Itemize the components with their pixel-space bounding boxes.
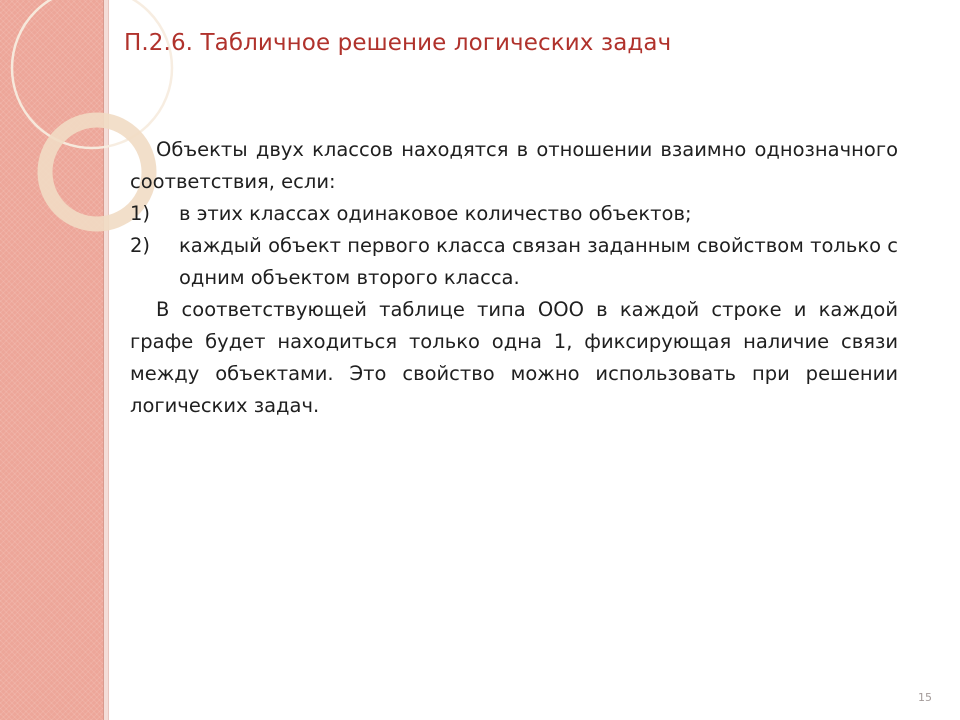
table-property-paragraph: В соответствующей таблице типа ООО в каждой строке и каждой графе будет находиться только одна 1, фиксирующая наличие связи между объектами. Это свойство можно использовать при решении логических задач. — [130, 298, 898, 417]
list-item-number: 1) — [130, 202, 151, 225]
list-item — [130, 230, 898, 294]
list-item-text: в этих классах одинаковое количество объектов; — [179, 202, 692, 225]
page-number: 15 — [918, 691, 932, 704]
slide-title: П.2.6. Табличное решение логических задач — [124, 30, 672, 56]
list-item — [130, 198, 898, 230]
slide-body — [130, 134, 898, 422]
list-item-number: 2) — [130, 234, 151, 257]
intro-paragraph: Объекты двух классов находятся в отношении взаимно однозначного соответствия, если: — [130, 138, 898, 193]
condition-list — [130, 198, 898, 294]
list-item-text: каждый объект первого класса связан заданным свойством только с одним объектом второго класса. — [179, 234, 898, 289]
